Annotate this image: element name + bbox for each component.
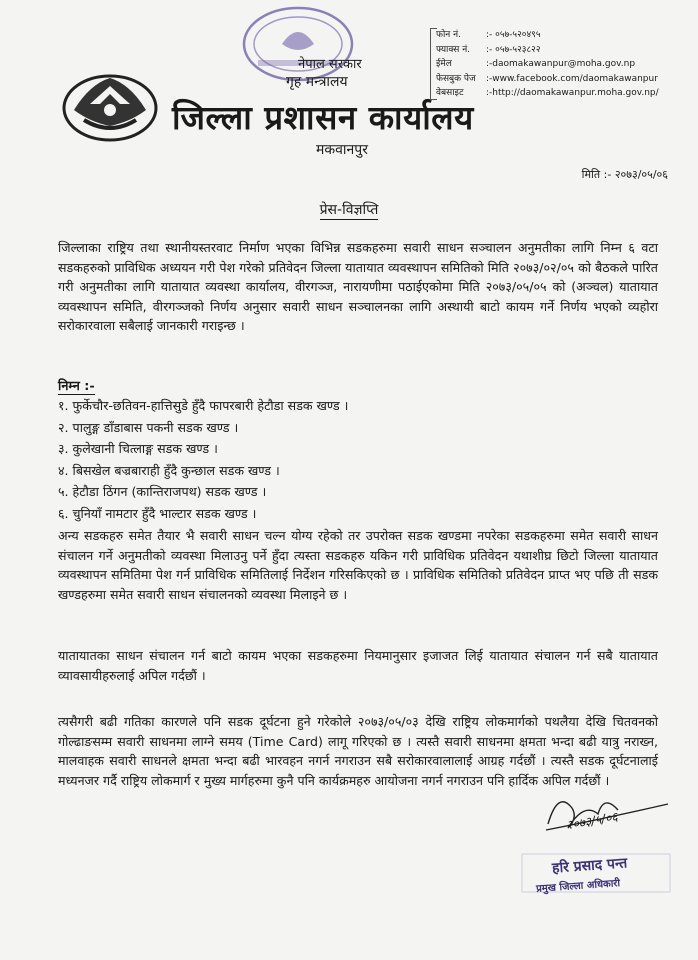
contact-email[interactable]: ईमेल :-daomakawanpur@moha.gov.np <box>436 59 636 69</box>
list-item: २. पालुङ्ग डाँडाबास पकनी सडक खण्ड । <box>58 419 239 435</box>
list-item: ४. बिसखेल बज्रबाराही हुँदै कुन्छाल सडक खण्ड । <box>58 462 280 478</box>
contact-fax: फ्याक्स नं. :- ०५७-५२३८२२ <box>436 44 541 55</box>
government-label: नेपाल सरकार <box>298 57 362 72</box>
paragraph-appeal: यातायातका साधन संचालन गर्न बाटो कायम भएका सडकहरुमा नियमानुसार इजाजत लिई यातायात संचालन गर्न सबै यातायात व्यावसायीहरुलाई अपिल गर्दछौं । <box>58 648 658 683</box>
contact-facebook[interactable]: फेसबुक पेज :-www.facebook.com/daomakawanpur <box>436 73 658 84</box>
paragraph-safety: त्यसैगरी बढी गतिका कारणले पनि सडक दूर्घटना हुने गरेकोले २०७३/०५/०३ देखि राष्ट्रिय लोकमार्गको पथलैया देखि चितवनको गोल्ढाङसम्म सवारी साधनमा लाग्ने समय (Time Card) लागू गरिएको छ । त्यस्तै सवारी साधनमा क्षमता भन्दा बढी यात्रु नराख्न, मालवाहक सवारी साधनले क्षमता भन्दा बढी भारवहन नगर्न नगराउन सबै सरोकारवालालाई आग्रह गर्दछौं । त्यस्तै सडक दूर्घटनालाई मध्यनजर गर्दै राष्ट्रिय लोकमार्ग र मुख्य मार्गहरुमा कुनै पनि कार्यक्रमहरु आयोजना नगर्न नगराउन पनि हार्दिक अपिल गर्दछौं । <box>58 714 658 788</box>
road-list-title: निम्न :- <box>58 379 95 394</box>
press-release-heading: प्रेस-विज्ञप्ति <box>319 202 379 218</box>
contact-website[interactable]: वेबसाइट :-http://daomakawanpur.moha.gov.np/ <box>436 88 659 98</box>
list-item: ६. चुनियाँ नामटार हुँदै भाल्टार सडक खण्ड । <box>58 505 257 521</box>
issue-date: मिति :- २०७३/०५/०६ <box>581 168 668 181</box>
contact-block <box>436 28 686 101</box>
road-list <box>58 395 348 524</box>
office-title: जिल्ला प्रशासन कार्यालय <box>172 98 474 137</box>
paragraph-intro: जिल्लाका राष्ट्रिय तथा स्थानीयस्तरवाट निर्माण भएका विभिन्न सडकहरुमा सवारी साधन सञ्चालन अनुमतीका लागि निम्न ६ वटा सडकहरुको प्राविधिक अध्ययन गरी पेश गरेको प्रतिवेदन जिल्ला यातायात व्यवस्थापन समितिको मिति २०७३/०२/०५ को बैठकले पारित गरी अनुमतीका लागि यातायात व्यवस्था कार्यालय, वीरगञ्ज, नारायणीमा पठाईएकोमा मिति २०७३/०५/०५ को (अञ्चल) यातायात व्यवस्थापन समिति, वीरगञ्जको निर्णय अनुसार सवारी साधन सञ्चालनका लागि अस्थायी बाटो कायम गर्ने निर्णय भएको व्यहोरा सरोकारवाला सबैलाई जानकारी गराइन्छ । <box>58 240 658 333</box>
officer-name: हरि प्रसाद पन्त <box>551 855 628 877</box>
ministry-label: गृह मन्त्रालय <box>286 74 348 90</box>
list-item: ५. हेटौडा ठिंगन (कान्तिराजपथ) सडक खण्ड । <box>58 484 267 499</box>
officer-title: प्रमुख जिल्ला अधिकारी <box>535 878 621 895</box>
list-item: १. फुर्केचौर-छतिवन-हात्तिसुडे हुँदै फापरबारी हेटौडा सडक खण्ड । <box>58 398 349 413</box>
contact-phone: फोन नं. :- ०५७-५२०४९५ <box>436 30 541 40</box>
nepal-emblem-icon <box>60 64 160 144</box>
signature-date: २०७३/५/०६ <box>565 809 619 833</box>
paragraph-other-roads: अन्य सडकहरु समेत तैयार भै सवारी साधन चल्न योग्य रहेको तर उपरोक्त सडक खण्डमा नपरेका सडकहरुमा समेत सवारी साधन संचालन गर्ने अनुमतीको व्यवस्था मिलाउनु पर्ने हुँदा त्यस्ता सडकहरु यकिन गरी प्राविधिक प्रतिवेदन यथाशीघ्र छिटो जिल्ला यातायात व्यवस्थापन समितिमा पेश गर्न प्राविधिक समितिलाई निर्देशन गरिसकिएको छ । प्राविधिक समितिको प्रतिवेदन प्राप्त भए पछि ती सडक खण्डहरुमा समेत सवारी साधन संचालनको व्यवस्था मिलाइने छ । <box>58 528 658 602</box>
district-label: मकवानपुर <box>316 142 368 158</box>
list-item: ३. कुलेखानी चित्लाङ्ग सडक खण्ड । <box>58 441 218 456</box>
